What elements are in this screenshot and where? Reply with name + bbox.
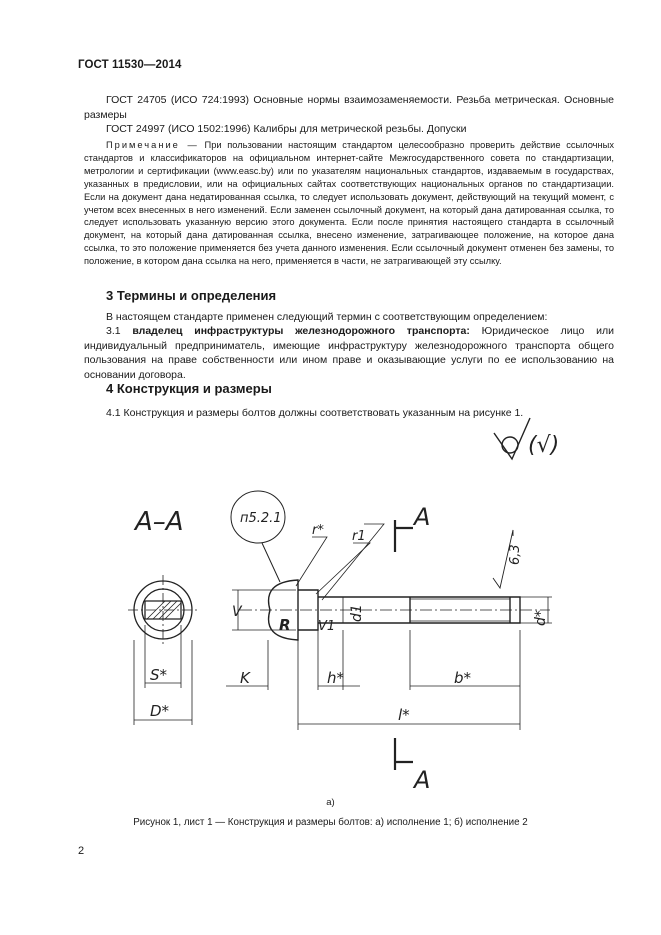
note-paragraph [84, 139, 614, 268]
section-label: А–А [135, 507, 184, 537]
dim-v: V [232, 604, 242, 620]
dim-r1: r1 [352, 529, 366, 544]
dim-r: R [279, 616, 291, 634]
term-number: 3.1 [106, 325, 121, 337]
figure-caption: Рисунок 1, лист 1 — Конструкция и размеры болтов: а) исполнение 1; б) исполнение 2 [133, 817, 528, 828]
note-label: Примечание — [106, 140, 199, 150]
dim-b: b* [454, 669, 472, 687]
section-3-title: 3 Термины и определения [106, 288, 277, 303]
roughness-value: 6,3 [508, 544, 523, 565]
dim-s-label: S* [150, 666, 168, 684]
reference-gost-24705: ГОСТ 24705 (ИСО 724:1993) Основные нормы взаимозаменяемости. Резьба метрическая. Основные размеры [84, 94, 614, 121]
cut-label-bottom: А [414, 766, 431, 794]
page-number: 2 [78, 845, 85, 857]
cut-label-top: А [414, 503, 431, 531]
dim-d1: d1 [349, 604, 365, 622]
section-4-title: 4 Конструкция и размеры [106, 381, 272, 396]
dim-v1: V1 [318, 619, 336, 634]
section-3-intro: В настоящем стандарте применен следующий термин с соответствующим определением: [106, 311, 548, 323]
term-definition [84, 324, 614, 382]
roughness-general: (√) [528, 433, 560, 458]
document-header: ГОСТ 11530—2014 [78, 59, 182, 71]
term-name: владелец инфраструктуры железнодорожного транспорта: [132, 325, 470, 337]
reference-gost-24997: ГОСТ 24997 (ИСО 1502:1996) Калибры для метрической резьбы. Допуски [106, 123, 467, 135]
figure-sub-label: а) [326, 797, 335, 808]
cross-section-view [128, 575, 198, 645]
callout-icon [231, 491, 285, 582]
roughness-symbol-icon [494, 418, 530, 459]
bolt-drawing [0, 415, 661, 815]
callout-label: п5.2.1 [240, 511, 282, 526]
dim-l: l* [398, 706, 410, 724]
dim-k: K [240, 669, 250, 687]
dim-d-head-label: D* [150, 702, 170, 720]
term-definition-text: Юридическое лицо или индивидуальный предприниматель, имеющие инфраструктуру железнодорожного транспорта общего пользования на праве собственности или ином праве и оказывающие услуги по ее использованию на основании договора. [84, 325, 614, 381]
dimension-lengths [226, 630, 520, 730]
radius-leaders [296, 524, 384, 600]
section-4-text: 4.1 Конструкция и размеры болтов должны соответствовать указанным на рисунке 1. [106, 407, 524, 419]
dim-d-star: d* [533, 610, 549, 626]
note-text: При пользовании настоящим стандартом целесообразно проверить действие ссылочных стандартов и классификаторов на официальном интернет-сайте Межгосударственного совета по стандартизации, метрологии и сертификации (www.easc.by) или по указателям национальных стандартов, издаваемым в государствах, указанных в предисловии, или на официальных сайтах соответствующих национальных органов по стандартизации. Если на документ дана недатированная ссылка, то следует использовать документ, действующий на текущий момент, с учетом всех внесенных в него изменений. Если заменен ссылочный документ, на который дана датированная ссылка, то следует использовать указанную версию этого документа. Если после принятия настоящего стандарта в ссылочный документ, на который дана датированная ссылка, внесено изменение, затрагивающее положение, на которое дана ссылка, то это положение применяется без учета данного изменения. Если ссылочный документ отменен без замены, то положение, в котором дана ссылка на него, применяется в части, не затрагивающей эту ссылку. [84, 140, 614, 267]
dim-h: h* [327, 669, 345, 687]
dim-r-star: r* [312, 523, 324, 538]
